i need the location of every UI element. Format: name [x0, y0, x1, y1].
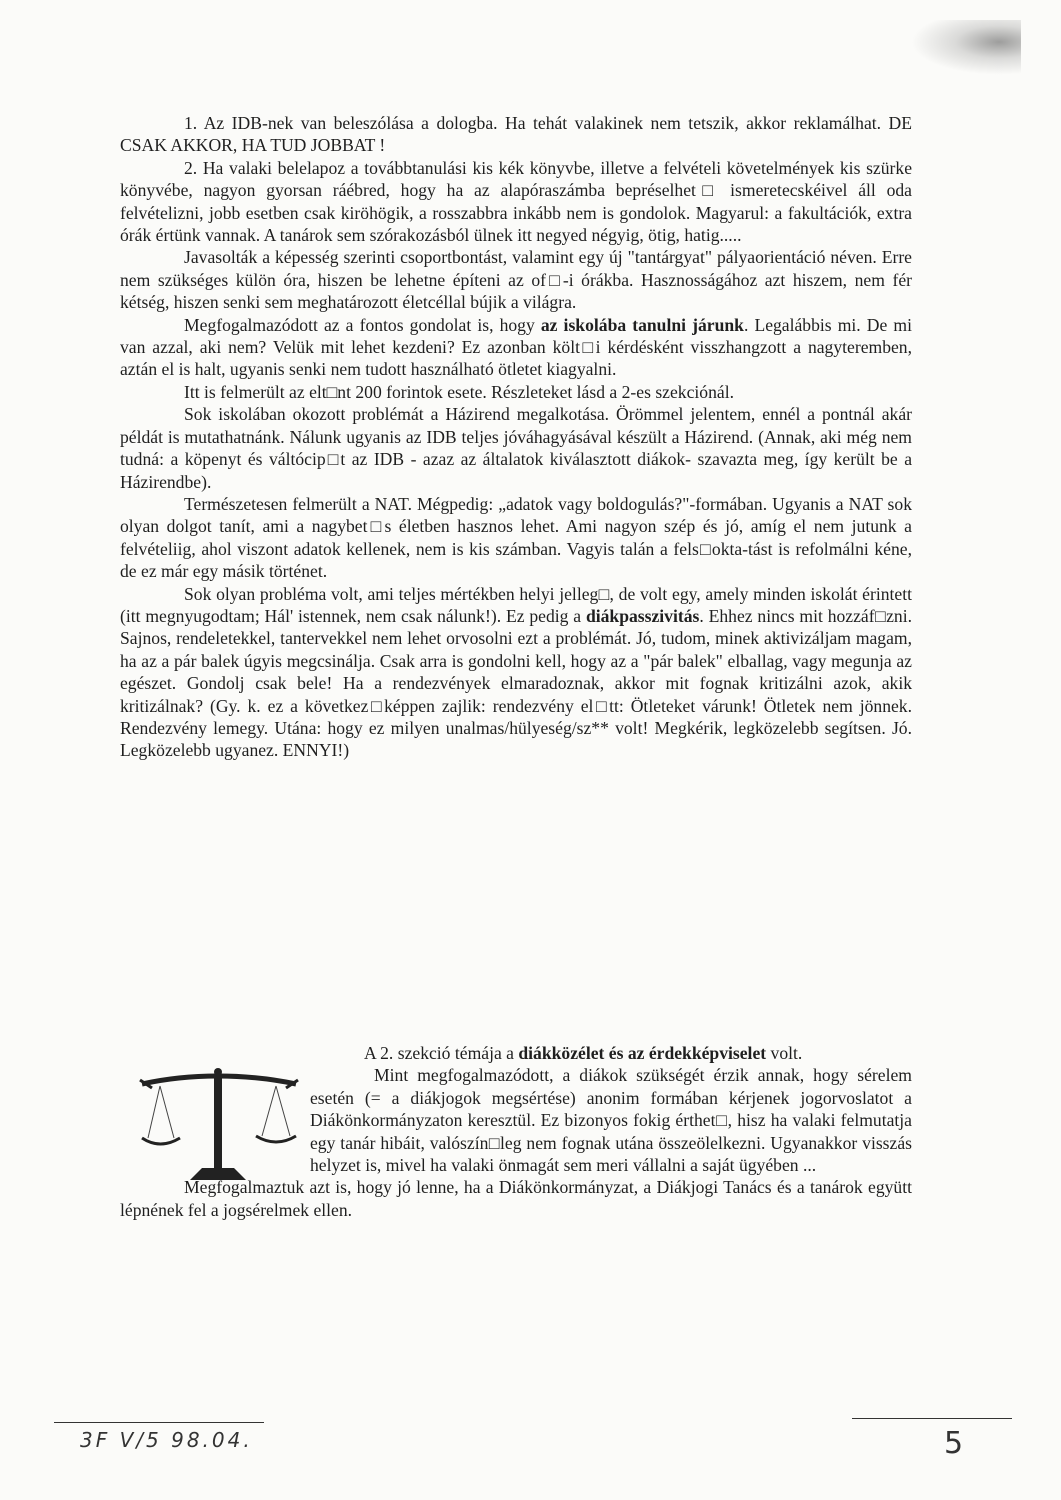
paragraph-8-text-b: . Ehhez nincs mit hozzáf□zni. Sajnos, rendeletekkel, tantervekkel nem lehet orvosolni ezt a problémát. Jó, tudom, minek aktivizáljam magam, ha az a pár balek úgyis megcsinálja. Csak arra is gondolni kell, hogy az a "pár balek" elballag, vagy megunja az egészet. Gondolj csak bele! Ha a rendezvények elmaradoznak, akkor mit fognak kritizálni azok, akik kritizálnak? (Gy. k. ez a következ□képpen zajlik: rendezvény el□tt: Ötleteket várunk! Ötletek nem jönnek. Rendezvény lemegy. Utána: hogy ez milyen unalmas/hülyeség/sz** volt! Megkérik, legközelebb segítsen. Jó. Legközelebb ugyanez. ENNYI!): [120, 605, 912, 761]
paragraph-2: 2. Ha valaki belelapoz a továbbtanulási kis kék könyvbe, illetve a felvételi követelmények kis szürke könyvébe, nagyon gyorsan ráébred, hogy ha az alapóraszámba bepréselhet□ ismeretecskéivel áll oda felvételizni, jobb esetben csak kiröhögik, a rosszabbra inkább nem is gondolok. Magyarul: a fakultációk, extra órák értünk vannak. A tanárok sem szórakozásból ülnek itt negyed négyig, ötig, hatig.....: [120, 157, 912, 246]
paragraph-8: [120, 583, 912, 762]
footer-rule-right: [852, 1418, 1012, 1419]
section-2-paragraph-1: Mint megfogalmazódott, a diákok szükségét érzik annak, hogy sérelem esetén (= a diákjogok megsértése) anonim formában kérjenek jogorvoslatot a Diákönkormányzaton keresztül. Ez bizonyos fokig érthet□, hisz ha valaki felmutatja egy tanár hibáit, valószín□leg nem fognak utána összeölelkezni. Ugyanakkor visszás helyzet is, mivel ha valaki önmagát sem meri vállalni a saját ügyében ...: [310, 1065, 912, 1176]
paragraph-4-bold: az iskolába tanulni járunk: [540, 314, 744, 335]
scan-smudge: [911, 20, 1021, 75]
section-2-intro-a: A 2. szekció témája a: [364, 1043, 519, 1063]
paragraph-8-bold: diákpasszivitás: [585, 605, 700, 626]
paragraph-6: Sok iskolában okozott problémát a Házirend megalkotása. Örömmel jelentem, ennél a pontnál akár példát is mutathatnánk. Nálunk ugyanis az IDB teljes jóváhagyásával készült a Házirend. (Annak, aki még nem tudná: a köpenyt és váltócip□t az IDB - azaz az általatok kiválasztott diákok- szavazta meg, így került be a Házirendbe).: [120, 404, 912, 492]
paragraph-7: Természetesen felmerült a NAT. Mégpedig: „adatok vagy boldogulás?"-formában. Ugyanis a NAT sok olyan dolgot tanít, ami a nagybet□s életben hasznos lehet. Ami nagyon szép és jó, amíg el nem jutunk a felvételiig, ahol viszont adatok kellenek, nem is kis számban. Vagyis talán a fels□okta-tást is refolmálni kéne, de ez már egy másik történet.: [120, 493, 912, 582]
paragraph-3: Javasolták a képesség szerinti csoportbontást, valamint egy új "tantárgyat" pályaorientáció néven. Erre nem szükséges külön óra, hiszen be lehetne építeni az of□-i órákba. Hasznosságához azt hiszem, nem fér kétség, hiszen senki sem meghatározott életcéllal bújik a világra.: [120, 247, 912, 313]
paragraph-1: 1. Az IDB-nek van beleszólása a dologba. Ha tehát valakinek nem tetszik, akkor reklamálhat. DE CSAK AKKOR, HA TUD JOBBAT !: [120, 113, 912, 156]
paragraph-4-text-b: . Legalábbis mi. De mi van azzal, aki nem? Velük mit lehet kezdeni? Ez azonban költ□i kérdésként visszhangzott a nagyteremben, aztán el is halt, ugyanis senki nem tudott használható ötletet kiagyalni.: [120, 314, 912, 380]
paragraph-4: [120, 314, 912, 381]
icon-float-space: [120, 1064, 310, 1172]
footer-rule-left: [54, 1422, 264, 1423]
paragraph-5: Itt is felmerült az elt□nt 200 forintok esete. Részleteket lásd a 2-es szekciónál.: [184, 381, 734, 402]
section-2-paragraph-2: Megfogalmaztuk azt is, hogy jó lenne, ha a Diákönkormányzat, a Diákjogi Tanács és a tanárok együtt lépnének fel a jogsérelmek ellen.: [120, 1177, 912, 1220]
page-number: 5: [944, 1426, 964, 1461]
section-2: [120, 1042, 912, 1221]
handwritten-footer-note: 3F V/5 98.04.: [80, 1428, 253, 1452]
main-text: [120, 112, 912, 762]
section-2-intro-bold: diákközélet és az érdekképviselet: [518, 1043, 767, 1063]
section-2-intro: [364, 1042, 912, 1064]
section-2-intro-b: volt.: [766, 1043, 803, 1063]
paragraph-8-text-a: Sok olyan probléma volt, ami teljes mértékben helyi jelleg□, de volt egy, amely minden iskolát érintett (itt megnyugodtam; Hál' istennek, nem csak nálunk!). Ez pedig a: [120, 583, 912, 626]
paragraph-4-text-a: Megfogalmazódott az a fontos gondolat is, hogy: [184, 314, 541, 335]
